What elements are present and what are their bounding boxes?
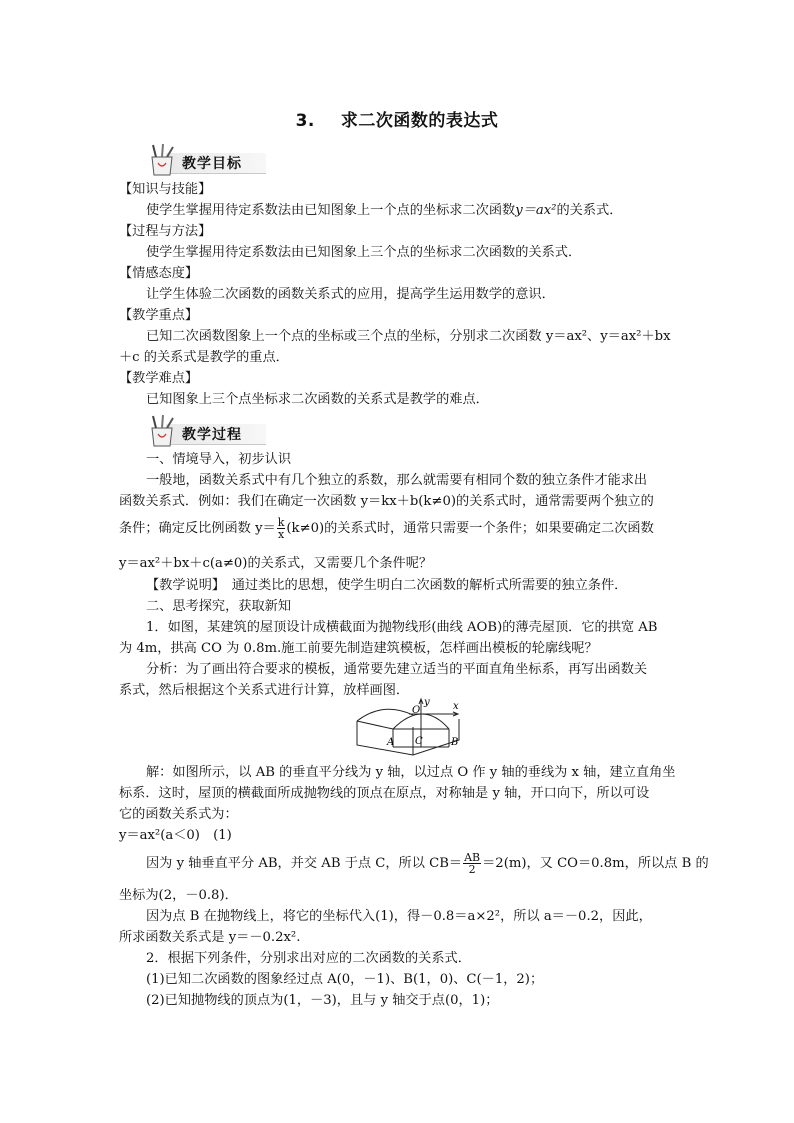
fraction: $\frac{AB}{2}$ (464, 851, 481, 876)
paragraph: 1．如图，某建筑的屋顶设计成横截面为抛物线形(曲线 AOB)的薄壳屋顶．它的拱宽 AB (146, 620, 658, 635)
section-banner-goals (146, 143, 266, 177)
knowledge-text: 使学生掌握用待定系数法由已知图象上一个点的坐标求二次函数y＝ax²的关系式． (146, 203, 623, 218)
formula-line: y＝ax²(a＜0) (1) (119, 828, 232, 843)
paragraph: (2)已知抛物线的顶点为(1，－3)，且与 y 轴交于点(0，1)； (146, 993, 499, 1008)
section-number: 3. (295, 111, 315, 131)
paragraph-with-fraction: 条件；确定反比例函数 y＝ $\frac{k}{x}$ (k≠0)的关系式时，通常只需要一个条件；如果要确定二次函数 (119, 516, 654, 541)
banner-label: 教学目标 (182, 156, 242, 172)
paragraph: 一、情境导入，初步认识 (146, 452, 292, 467)
paragraph: 二、思考探究，获取新知 (146, 599, 292, 614)
pencil-cup-icon (146, 143, 180, 177)
formula: y＝ax² (515, 203, 557, 218)
teaching-note: 【教学说明】 通过类比的思想，使学生明白二次函数的解析式所需要的独立条件． (146, 578, 628, 593)
paragraph: 函数关系式．例如：我们在确定一次函数 y＝kx＋b(k≠0)的关系式时，通常需要两个独立的 (119, 494, 654, 509)
label-x: x (453, 701, 459, 712)
method-heading: 【过程与方法】 (119, 224, 212, 239)
paragraph: y＝ax²＋bx＋c(a≠0)的关系式，又需要几个条件呢？ (119, 556, 433, 571)
paragraph: 一般地，函数关系式中有几个独立的系数，那么就需要有相同个数的独立条件才能求出 (146, 473, 648, 488)
title-text: 求二次函数的表达式 (340, 111, 499, 131)
difficulty-heading: 【教学难点】 (119, 371, 199, 386)
paragraph: 因为点 B 在抛物线上，将它的坐标代入(1)，得－0.8＝a×2²，所以 a＝－0.2，因此， (146, 909, 652, 924)
knowledge-heading: 【知识与技能】 (119, 182, 212, 197)
key-point-heading: 【教学重点】 (119, 308, 199, 323)
roof-parabola-figure (353, 697, 465, 759)
paragraph: 系式，然后根据这个关系式进行计算，放样画图． (119, 683, 410, 698)
paragraph-with-fraction: 因为 y 轴垂直平分 AB，并交 AB 于点 C，所以 CB＝ $\frac{AB}{2}$ ＝2(m)，又 CO＝0.8m，所以点 B 的 (146, 851, 709, 876)
pencil-cup-icon (146, 414, 180, 448)
paragraph: 它的函数关系式为： (119, 807, 238, 822)
paragraph: 所求函数关系式是 y＝－0.2x². (119, 930, 301, 945)
page-title (0, 106, 794, 131)
fraction: $\frac{k}{x}$ (277, 516, 285, 541)
method-text: 使学生掌握用待定系数法由已知图象上三个点的坐标求二次函数的关系式． (146, 245, 582, 260)
label-a: A (387, 737, 395, 748)
label-y: y (424, 697, 430, 708)
paragraph: 为 4m，拱高 CO 为 0.8m.施工前要先制造建筑模板，怎样画出模板的轮廓线呢？ (119, 641, 598, 656)
paragraph: 坐标为(2，－0.8)． (119, 888, 238, 903)
paragraph: 标系．这时，屋顶的横截面所成抛物线的顶点在原点，对称轴是 y 轴，开口向下，所以可设 (119, 786, 650, 801)
difficulty-text: 已知图象上三个点坐标求二次函数的关系式是教学的难点． (146, 392, 489, 407)
paragraph: 2．根据下列条件，分别求出对应的二次函数的关系式． (146, 951, 471, 966)
section-banner-process (146, 414, 266, 448)
emotion-heading: 【情感态度】 (119, 266, 199, 281)
paragraph: 解：如图所示，以 AB 的垂直平分线为 y 轴，以过点 O 作 y 轴的垂线为 x 轴，建立直角坐 (146, 765, 676, 780)
paragraph: 分析：为了画出符合要求的模板，通常要先建立适当的平面直角坐标系，再写出函数关 (146, 662, 648, 677)
label-b: B (451, 737, 459, 748)
key-point-text: 已知二次函数图象上一个点的坐标或三个点的坐标，分别求二次函数 y＝ax²、y＝ax²＋bx (146, 329, 671, 344)
banner-label: 教学过程 (182, 427, 242, 443)
key-point-text-cont: ＋c 的关系式是教学的重点． (119, 350, 289, 365)
label-o: O (412, 705, 421, 716)
emotion-text: 让学生体验二次函数的函数关系式的应用，提高学生运用数学的意识． (146, 287, 555, 302)
paragraph: (1)已知二次函数的图象经过点 A(0，－1)、B(1，0)、C(－1，2)； (146, 972, 544, 987)
label-c: C (415, 736, 423, 747)
